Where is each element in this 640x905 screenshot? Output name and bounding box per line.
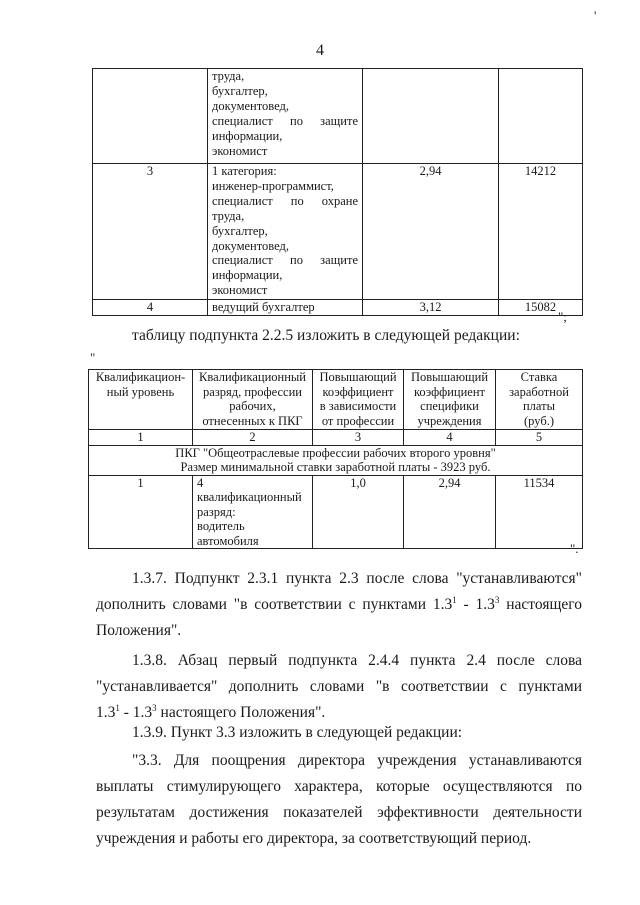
level-cell: 4: [93, 300, 208, 316]
group-row: [89, 445, 583, 475]
opening-quote-mark: ": [90, 350, 96, 365]
header-row: [89, 370, 583, 430]
position-cell: [208, 164, 363, 300]
table-row: [93, 300, 583, 316]
group-cell: [89, 445, 583, 475]
position-line: ведущий бухгалтер: [212, 300, 315, 314]
header-line: Повышающий: [410, 370, 489, 384]
position-line: специалист по охране: [212, 193, 358, 208]
column-number: 4: [404, 430, 496, 446]
column-number: 2: [193, 430, 313, 446]
paragraph-line: 1.3.9. Пункт 3.3 изложить в следующей редакции:: [132, 724, 463, 741]
table-row: [93, 69, 583, 164]
paragraph-line: выплаты стимулирующего характера, которые осуществляются по: [96, 778, 582, 795]
paragraph-1-3-8: [96, 648, 582, 726]
table-row: [93, 164, 583, 300]
header-line: в зависимости: [319, 399, 397, 413]
profession-line: водитель: [197, 519, 245, 533]
header-line: Повышающий: [319, 370, 397, 384]
worker-rates-table: [88, 369, 583, 549]
profession-cell: [193, 475, 313, 549]
level-cell: 1: [89, 475, 193, 549]
coefficient-specific-cell: 2,94: [404, 475, 496, 549]
position-line: документовед,: [212, 238, 289, 253]
coefficient-profession-cell: 1,0: [313, 475, 404, 549]
header-cell: [193, 370, 313, 430]
paragraph-line: "3.3. Для поощрения директора учреждения устанавливаются: [132, 752, 582, 769]
paragraph-3-3: [96, 748, 582, 852]
page-number: 4: [316, 42, 324, 59]
header-line: Ставка: [520, 370, 558, 384]
column-number-row: [89, 430, 583, 446]
rate-cell: [499, 69, 583, 164]
coefficient-cell: 3,12: [363, 300, 499, 316]
intro-text: таблицу подпункта 2.2.5 изложить в следующей редакции:: [132, 327, 520, 344]
position-cell: [208, 69, 363, 164]
paragraph-line: 1.3.8. Абзац первый подпункта 2.4.4 пункта 2.4 после слова: [132, 652, 582, 669]
column-number: 5: [496, 430, 583, 446]
header-line: коэффициент: [413, 384, 486, 399]
profession-line: квалификационный: [197, 490, 302, 504]
rate-cell: 11534: [496, 475, 583, 549]
closing-quote-mark: ";: [558, 309, 567, 324]
position-line: специалист по защите: [212, 113, 358, 128]
header-line: (руб.): [524, 413, 554, 428]
header-line: отнесенных к ПКГ: [202, 413, 303, 428]
position-line: информации,: [212, 128, 283, 143]
header-cell: [496, 370, 583, 430]
paragraph-line: "устанавливается" дополнить словами "в соответствии с пунктами: [96, 678, 582, 695]
header-line: учреждения: [417, 413, 482, 428]
level-cell: [93, 69, 208, 164]
paragraph-line: Положения".: [96, 622, 182, 639]
corner-mark: ': [594, 8, 597, 23]
header-cell: [313, 370, 404, 430]
paragraph-line: дополнить словами "в соответствии с пунктами $1.3^1 - 1.3^3$ настоящего: [96, 595, 582, 613]
paragraph-line: 1.3.7. Подпункт 2.3.1 пункта 2.3 после слова "устанавливаются": [132, 570, 582, 587]
position-line: информации,: [212, 268, 283, 283]
rate-cell: 14212: [499, 164, 583, 300]
coefficient-cell: [363, 69, 499, 164]
paragraph-1-3-9: [96, 720, 582, 746]
header-line: Квалификацион-: [95, 370, 186, 384]
column-number: 3: [313, 430, 404, 446]
header-line: специфики: [420, 399, 479, 413]
position-line: 1 категория:: [212, 164, 277, 178]
paragraph-line: учреждения и работы его директора, за соответствующий период.: [96, 830, 532, 847]
rate-cell: 15082: [499, 300, 583, 316]
profession-line: 4: [197, 475, 204, 490]
group-title: ПКГ "Общеотраслевые профессии рабочих второго уровня": [175, 445, 496, 460]
group-minimum-rate: Размер минимальной ставки заработной платы - 3923 руб.: [180, 460, 491, 474]
header-line: рабочих,: [229, 399, 276, 413]
position-line: экономист: [212, 143, 268, 158]
position-line: бухгалтер,: [212, 83, 268, 98]
level-cell: 3: [93, 164, 208, 300]
paragraph-line: $1.3^1 - 1.3^3$ настоящего Положения".: [96, 703, 326, 721]
position-line: специалист по защите: [212, 253, 358, 268]
header-cell: [404, 370, 496, 430]
header-line: ный уровень: [106, 384, 175, 399]
position-line: инженер-программист,: [212, 178, 334, 193]
header-line: коэффициент: [322, 384, 394, 399]
paragraph-1-3-7: [96, 566, 582, 644]
position-line: бухгалтер,: [212, 223, 268, 238]
column-number: 1: [89, 430, 193, 446]
header-cell: [89, 370, 193, 430]
header-line: от профессии: [321, 413, 395, 428]
position-line: экономист: [212, 283, 268, 298]
header-line: платы: [522, 399, 555, 413]
position-line: труда,: [212, 69, 245, 83]
closing-quote-mark: ".: [570, 541, 579, 556]
position-line: документовед,: [212, 98, 289, 113]
paragraph-line: результатам достижения показателей эффективности деятельности: [96, 804, 582, 821]
position-cell: [208, 300, 363, 316]
header-line: заработной: [509, 384, 569, 399]
profession-line: автомобиля: [197, 533, 259, 548]
qualification-table-continued: [92, 68, 583, 316]
coefficient-cell: 2,94: [363, 164, 499, 300]
position-line: труда,: [212, 208, 245, 223]
header-line: Квалификационный: [199, 370, 306, 384]
table-row: [89, 475, 583, 549]
profession-line: разряд:: [197, 504, 236, 519]
header-line: разряд, профессии: [203, 384, 302, 399]
